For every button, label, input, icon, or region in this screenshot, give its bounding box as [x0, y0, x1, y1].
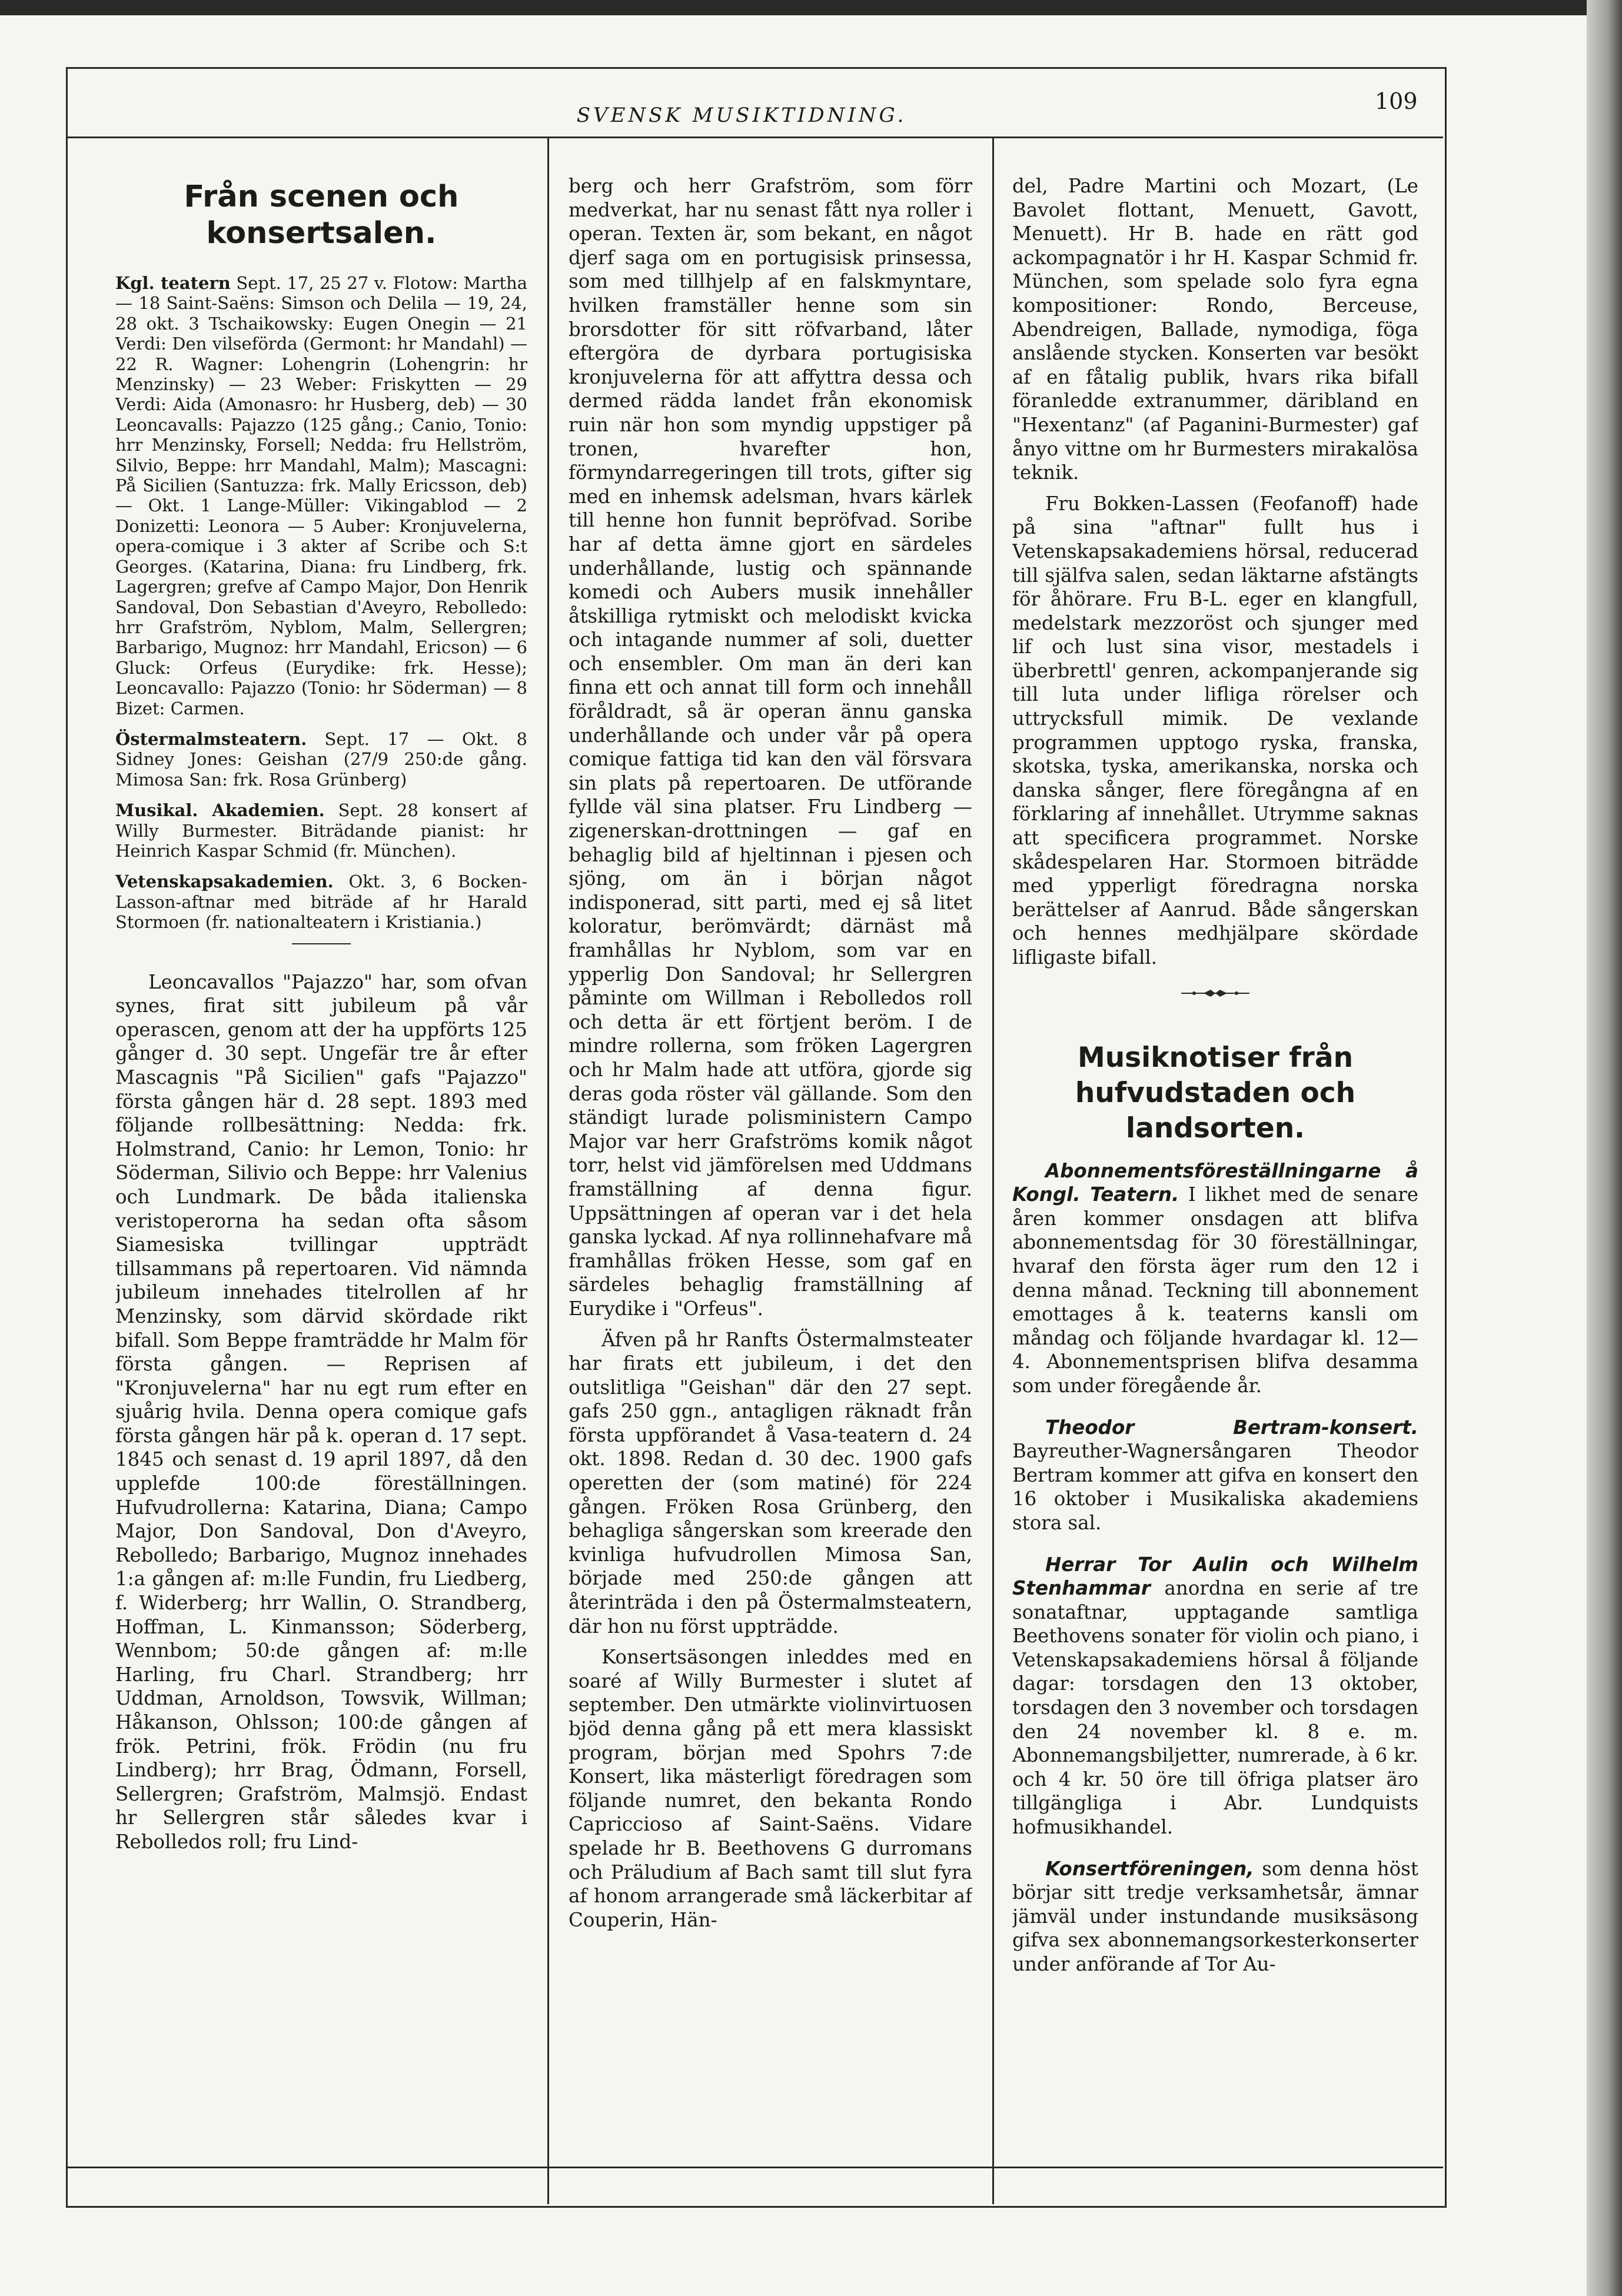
section-heading-musiknotiser: Musiknotiser från hufvudstaden och landsorten.: [1075, 1041, 1356, 1144]
entry-lead: Kgl. teatern: [115, 273, 231, 293]
abonnement-notice: [1012, 1159, 1418, 1398]
column-3: [1012, 174, 1418, 2157]
entry-lead: Vetenskapsakademien.: [115, 871, 334, 892]
kgl-teatern-entry: [115, 273, 527, 718]
entry-text: Sept. 17, 25 27 v. Flotow: Martha — 18 Saint-Saëns: Simson och Delila — 19, 24, 28 okt. 3 Tschaikowsky: Eugen Onegin — 21 Verdi: Den vilseförda (Germont: hr Mandahl) — 22 R. Wagner: Lohengrin (Lohengrin: hr Menzinsky) — 23 Weber: Friskytten — 29 Verdi: Aida (Amonasro: hr Husberg, deb) — 30 Leoncavalls: Pajazzo (125 gång.; Canio, Tonio: hrr Menzinsky, Forsell; Nedda: fru Hellström, Silvio, Beppe: hrr Mandahl, Malm); Mascagni: På Sicilien (Santuzza: frk. Mally Ericsson, deb) — Okt. 1 Lange-Müller: Vikingablod — 2 Donizetti: Leonora — 5 Auber: Kronjuvelerna, opera-comique i 3 akter af Scribe och S:t Georges. (Katarina, Diana: fru Lindberg, frk. Lagergren; grefve af Campo Major, Don Henrik Sandoval, Don Sebastian d'Aveyro, Rebolledo: hrr Grafström, Nyblom, Malm, Sellergren; Barbarigo, Mugnoz: hrr Mandahl, Ericson) — 6 Gluck: Orfeus (Eurydike: frk. Hesse); Leoncavallo: Pajazzo (Tonio: hr Söderman) — 8 Bizet: Carmen.: [115, 273, 527, 718]
geishan-paragraph: Äfven på hr Ranfts Östermalmsteater har firats ett jubileum, i det den outslitliga "Geishan" där den 27 sept. gafs 250 ggn., antagligen räknadt från första uppförandet å Vasa-teatern d. 24 okt. 1898. Redan d. 30 dec. 1900 gafs operetten der (som matiné) för 224 gången. Fröken Rosa Grünberg, den behagliga sångerskan som kreerade den kvinliga hufvudrollen Mimosa San, började med 250:de gången att återinträda i den på Östermalmsteatern, där hon nu först uppträdde.: [569, 1328, 972, 1638]
notice-lead: Theodor Bertram-konsert.: [1045, 1416, 1418, 1439]
separator-rule: [292, 943, 351, 944]
burmester-paragraph: Konsertsäsongen inleddes med en soaré af Willy Burmester i slutet af september. Den utmärkte violinvirtuosen bjöd denna gång på ett mera klassiskt program, början med Spohrs 7:de Konsert, lika mästerligt föredragen som följande numret, den bekanta Rondo Capriccioso af Saint-Saëns. Vidare spelade hr B. Beethovens G durromans och Präludium af Bach samt till slut fyra af honom arrangerade små läckerbitar af Couperin, Hän-: [569, 1646, 972, 1931]
bertram-notice: [1012, 1416, 1418, 1535]
notice-lead: Konsertföreningen,: [1045, 1857, 1254, 1880]
repertoire-listing: [115, 273, 527, 933]
entry-text: Sept. 17 — Okt. 8 Sidney Jones: Geishan (27/9 250:de gång. Mimosa San: frk. Rosa Grünberg): [115, 728, 527, 790]
notice-lead: Abonnementsföreställningarne å Kongl. Teatern.: [1012, 1159, 1418, 1206]
section-heading-scen: Från scenen och konsertsalen.: [184, 179, 459, 251]
scan-edge-top: [0, 0, 1622, 15]
pajazzo-article: Leoncavallos "Pajazzo" har, som ofvan synes, firat sitt jubileum på vår operascen, genom att der ha uppförts 125 gånger d. 30 sept. Ungefär tre år efter Mascagnis "På Sicilien" gafs "Pajazzo" första gången här d. 28 sept. 1893 med följande rollbesättning: Nedda: frk. Holmstrand, Canio: hr Lemon, Tonio: hr Söderman, Silivio och Beppe: hrr Valenius och Lundmark. De båda italienska veristoperorna ha sedan ofta såsom Siamesiska tvillingar uppträdt tillsammans på repertoaren. Vid nämnda jubileum innehades titelrollen af hr Menzinsky, som därvid skördade rikt bifall. Som Beppe framträdde hr Malm för första gången. — Reprisen af "Kronjuvelerna" har nu egt rum efter en sjuårig hvila. Denna opera comique gafs första gången här på k. operan d. 17 sept. 1845 och senast d. 19 april 1897, då den upplefde 100:de föreställningen. Hufvudrollerna: Katarina, Diana; Campo Major, Don Sandoval, Don d'Aveyro, Rebolledo; Barbarigo, Mugnoz innehades 1:a gången af: m:lle Fundin, fru Liedberg, f. Widerberg; hrr Wallin, O. Strandberg, Hoffman, L. Kinmansson; Söderberg, Wennbom; 50:de gången af: m:lle Harling, fru Charl. Strandberg; hrr Uddman, Arnoldson, Towsvik, Willman; Håkanson, Ohlsson; 100:de gången af frök. Petrini, frök. Frödin (nu fru Lindberg); hrr Brag, Ödmann, Forsell, Sellergren; Grafström, Malmsjö. Endast hr Sellergren står således kvar i Rebolledos roll; fru Lind-: [115, 970, 527, 1853]
notice-text: anordna en serie af tre sonataftnar, upptagande samtliga Beethovens sonater för violin och piano, i Vetenskapsakademiens hörsal å följande dagar: torsdagen den 13 oktober, torsdagen den 3 november och torsdagen den 24 november kl. 8 e. m. Abonnemangsbiljetter, numrerade, à 6 kr. och 4 kr. 50 öre till öfriga platser äro tillgängliga i Abr. Lundquists hofmusikhandel.: [1012, 1577, 1418, 1839]
bottom-rule: [66, 2167, 1443, 2168]
scan-edge-right: [1587, 0, 1622, 2296]
kronjuvelerna-paragraph: berg och herr Grafström, som förr medverkat, har nu senast fått nya roller i operan. Texten är, som bekant, en något djerf saga om en portugisisk prinsessa, som med tillhjelp af en falskmyntare, hvilken framställer henne som sin brorsdotter för sitt röfvarband, låter eftergöra de dyrbara portugisiska kronjuvelerna för att affyttra dessa och dermed rädda landet från ekonomisk ruin när hon som myndig uppstiger på tronen, hvarefter hon, förmyndarregeringen till trots, gifter sig med en inhemsk adelsman, hvars kärlek till henne hon funnit bepröfvad. Soribe har af detta ämne gjort en särdeles underhållande, lustig och spännande komedi och Aubers musik innehåller åtskilliga rytmiskt och melodiskt kvicka och intagande nummer af soli, duetter och ensembler. Om man än deri kan finna ett och annat till form och innehåll föråldradt, så är operan ännu ganska underhållande och under vår på opera comique fattiga tid kan den väl försvara sin plats på repertoaren. De utförande fyllde väl sina platser. Fru Lindberg — zigenerskan-drottningen — gaf en behaglig bild af hjeltinnan i pjesen och sjöng, om än i början något indisponerad, sitt parti, med ej så litet koloratur, berömvärdt; därnäst må framhållas hr Nyblom, som var en ypperlig Don Sandoval; hr Sellergren påminte om Willman i Rebolledos roll och detta är ett förtjent beröm. I de mindre rollerna, som fröken Lagergren och hr Malm hade att utföra, gjorde sig deras goda röster väl gällande. Som den ständigt lurade polisministern Campo Major var herr Grafströms komik något torr, helst vid jämförelsen med Uddmans framställning af denna figur. Uppsättningen af operan var i det hela ganska lyckad. Af nya rollinnehafvare må framhållas fröken Hesse, som gaf en särdeles behaglig framställning af Eurydike i "Orfeus".: [569, 175, 972, 1320]
bokken-lassen-paragraph: Fru Bokken-Lassen (Feofanoff) hade på sina "aftnar" fullt hus i Vetenskapsakademiens hörsal, reducerad till själfva salen, sedan läktarne afstängts för åhörare. Fru B-L. eger en klangfull, medelstark mezzoröst och sjunger med lif och lust sina visor, mestadels i überbrettl' genren, ackompanjerande sig till luta under lifliga rörelser och uttrycksfull mimik. De vexlande programmen upptogo ryska, franska, skotska, tyska, amerikanska, norska och danska sånger, flere föregångna af en förklaring af innehållet. Utrymme saknas att specificera programmet. Norske skådespelaren Har. Stormoen biträdde med ypperligt föredragna norska berättelser af Aanrud. Både sångerskan och hennes medhjälpare skördade lifligaste bifall.: [1012, 492, 1418, 969]
notice-text: I likhet med de senare åren kommer onsdagen att blifva abonnementsdag för 30 föreställningar, hvaraf den första äger rum den 12 i denna månad. Teckning till abonnement emottages å k. teaterns kansli om måndag och följande hvardagar kl. 12—4. Abonnementsprisen blifva desamma som under föregående år.: [1012, 1183, 1418, 1397]
column-2: [569, 174, 972, 2157]
running-title: SVENSK MUSIKTIDNING.: [576, 104, 907, 127]
notice-text: som denna höst börjar sitt tredje verksamhetsår, ämnar jämväl under instundande musiksäsong gifva sex abonnemangsorkesterkonserter under anförande af Tor Au-: [1012, 1857, 1418, 1975]
notice-text: Bayreuther-Wagnersångaren Theodor Bertram kommer att gifva en konsert den 16 oktober i Musikaliska akademiens stora sal.: [1012, 1440, 1418, 1534]
ornament-divider: [1012, 987, 1418, 999]
ostermalm-entry: [115, 729, 527, 790]
column-rule-2: [992, 137, 994, 2204]
burmester-continued-paragraph: del, Padre Martini och Mozart, (Le Bavolet flottant, Menuett, Gavott, Menuett). Hr B. hade en rätt god ackompagnatör i hr H. Kaspar Schmid fr. München, som spelade solo fyra egna kompositioner: Rondo, Berceuse, Abendreigen, Ballade, nymodiga, föga anslående stycken. Konserten var besökt af en fåtalig publik, hvars rika bifall föranledde extranummer, däribland en "Hexentanz" (af Paganini-Burmester) gaf ånyo vittne om hr Burmesters mirakalösa teknik.: [1012, 175, 1418, 484]
musikal-akademien-entry: [115, 800, 527, 861]
entry-lead: Musikal. Akademien.: [115, 800, 325, 821]
page-number: 109: [1375, 88, 1418, 114]
notice-lead: Herrar Tor Aulin och Wilhelm Stenhammar: [1012, 1553, 1418, 1600]
entry-text: Sept. 28 konsert af Willy Burmester. Biträdande pianist: hr Heinrich Kaspar Schmid (fr. München).: [115, 800, 527, 861]
column-1: [115, 174, 527, 2157]
entry-lead: Östermalmsteatern.: [115, 728, 307, 749]
konsertforeningen-notice: [1012, 1857, 1418, 1976]
aulin-stenhammar-notice: [1012, 1553, 1418, 1839]
vetenskapsakademien-entry: [115, 871, 527, 932]
entry-text: Okt. 3, 6 Bocken-Lasson-aftnar med biträde af hr Harald Stormoen (fr. nationalteatern i Kristiania.): [115, 871, 527, 933]
column-rule-1: [547, 137, 549, 2204]
ornament-icon: [1180, 987, 1251, 999]
header-rule: [66, 137, 1443, 138]
